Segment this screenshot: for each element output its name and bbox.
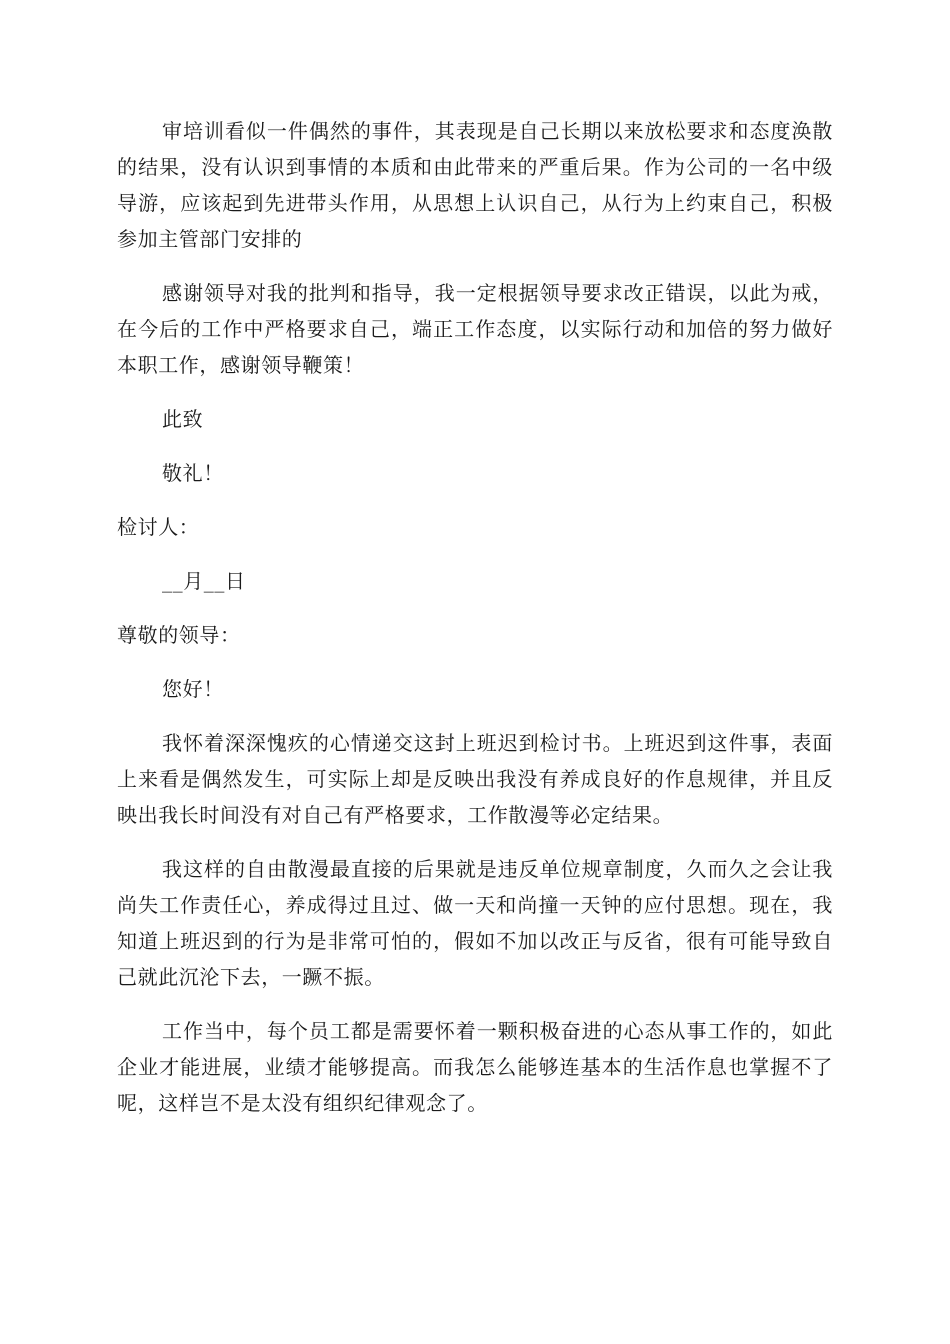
paragraph-work-attitude: 工作当中，每个员工都是需要怀着一颗积极奋进的心态从事工作的，如此企业才能进展，业绩才能够提高。而我怎么能够连基本的生活作息也掌握不了呢，这样岂不是太没有组织纪律观念了。 (117, 1019, 833, 1115)
paragraph-thanks-leadership: 感谢领导对我的批判和指导，我一定根据领导要求改正错误，以此为戒，在今后的工作中严格要求自己，端正工作态度，以实际行动和加倍的努力做好本职工作，感谢领导鞭策！ (117, 281, 833, 377)
date-line: __月__日 (162, 569, 246, 593)
paragraph-training-incident: 审培训看似一件偶然的事件，其表现是自己长期以来放松要求和态度涣散的结果，没有认识到事情的本质和由此带来的严重后果。作为公司的一名中级导游，应该起到先进带头作用，从思想上认识自己，从行为上约束自己，积极参加主管部门安排的 (117, 119, 833, 251)
closing-salutation: 此致 (162, 407, 204, 431)
greeting-hello: 您好！ (162, 677, 224, 701)
paragraph-consequences: 我这样的自由散漫最直接的后果就是违反单位规章制度，久而久之会让我尚失工作责任心，养成得过且过、做一天和尚撞一天钟的应付思想。现在，我知道上班迟到的行为是非常可怕的，假如不加以改正与反省，很有可能导致自己就此沉沦下去，一蹶不振。 (117, 857, 833, 989)
document-body (117, 113, 833, 1121)
greeting-recipient: 尊敬的领导： (117, 623, 241, 647)
signature-label: 检讨人： (117, 515, 200, 539)
closing-regards: 敬礼！ (162, 461, 224, 485)
paragraph-lateness-apology: 我怀着深深愧疚的心情递交这封上班迟到检讨书。上班迟到这件事，表面上来看是偶然发生，可实际上却是反映出我没有养成良好的作息规律，并且反映出我长时间没有对自己有严格要求，工作散漫等必定结果。 (117, 731, 833, 827)
